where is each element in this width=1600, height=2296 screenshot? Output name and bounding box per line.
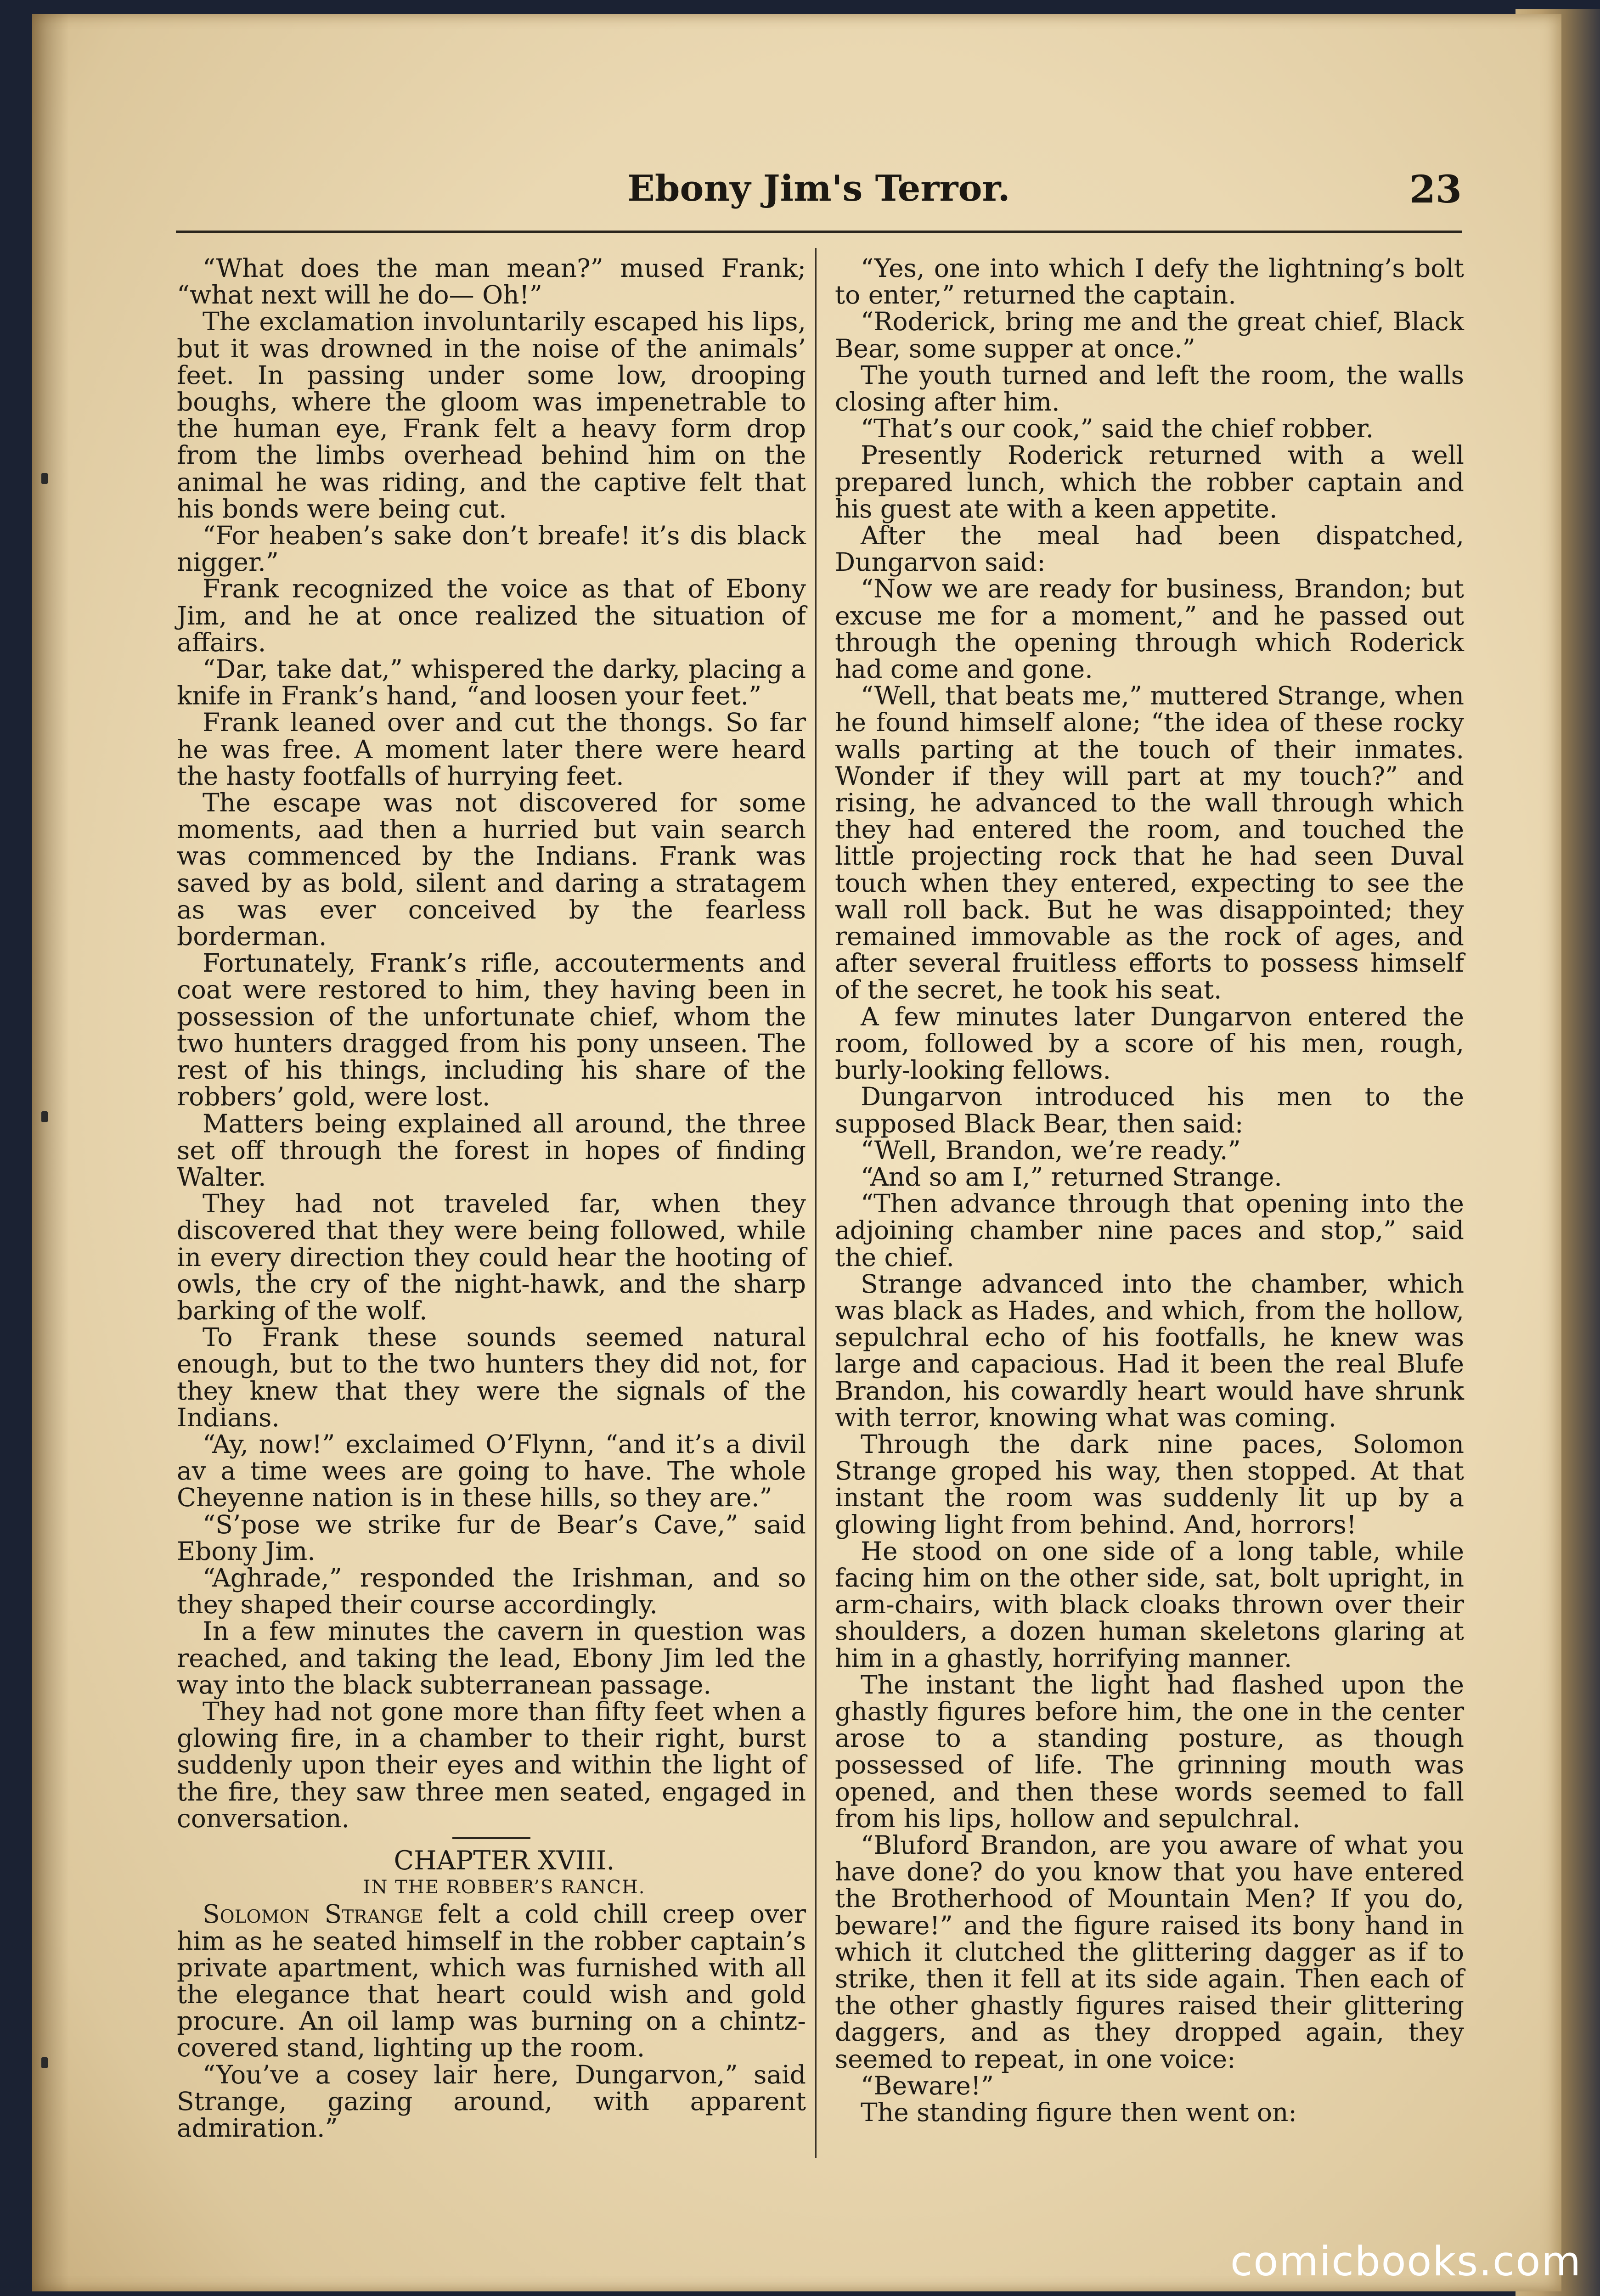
- page-number: 23: [1409, 168, 1462, 212]
- paragraph: Matters being explained all around, the three set off through the forest in hopes of finding Walter.: [177, 1109, 806, 1192]
- paragraph: “S’pose we strike fur de Bear’s Cave,” said Ebony Jim.: [177, 1509, 806, 1566]
- paragraph: To Frank these sounds seemed natural enough, but to the two hunters they did not, for they knew that they were the signals of the Indians.: [177, 1322, 806, 1432]
- paragraph: “What does the man mean?” mused Frank; “what next will he do— Oh!”: [177, 253, 806, 310]
- chapter-subtitle: IN THE ROBBER’S RANCH.: [363, 1877, 646, 1898]
- paragraph: Presently Roderick returned with a well prepared lunch, which the robber captain and his guest ate with a keen appetite.: [835, 440, 1464, 523]
- paragraph: “Beware!”: [861, 2071, 994, 2100]
- left-column: [177, 255, 806, 2141]
- binding-mark: [41, 2057, 48, 2068]
- binding-mark: [41, 473, 48, 484]
- paragraph: “For heaben’s sake don’t breafe! it’s dis black nigger.”: [177, 521, 806, 577]
- paragraph: A few minutes later Dungarvon entered the room, followed by a score of his men, rough, burly-looking fellows.: [835, 1002, 1464, 1085]
- site-watermark: comicbooks.com: [1230, 2238, 1582, 2285]
- paragraph: “Now we are ready for business, Brandon; but excuse me for a moment,” and he passed out through the opening through which Roderick had come and gone.: [835, 574, 1464, 684]
- paragraph: Through the dark nine paces, Solomon Strange groped his way, then stopped. At that instant the room was suddenly lit up by a glowing light from behind. And, horrors!: [835, 1429, 1464, 1539]
- paragraph: “Then advance through that opening into the adjoining chamber nine paces and stop,” said the chief.: [835, 1189, 1464, 1272]
- gutter-shade: [32, 14, 69, 2291]
- binding-mark: [41, 1111, 48, 1122]
- paragraph: “Dar, take dat,” whispered the darky, placing a knife in Frank’s hand, “and loosen your feet.”: [177, 654, 806, 711]
- paragraph: “Aghrade,” responded the Irishman, and so they shaped their course accordingly.: [177, 1563, 806, 1620]
- column-divider: [815, 248, 817, 2158]
- lead-small-caps: Solomon Strange: [203, 1899, 423, 1929]
- paragraph: “Ay, now!” exclaimed O’Flynn, “and it’s a divil av a time wees are going to have. The whole Cheyenne nation is in these hills, so they are.”: [177, 1429, 806, 1513]
- paragraph: “That’s our cook,” said the chief robber.: [861, 414, 1374, 444]
- paragraph: The instant the light had flashed upon the ghastly figures before him, the one in the center arose to a standing posture, as though possessed of life. The grinning mouth was opened, and then these words seemed to fall from his lips, hollow and sepulchral.: [835, 1670, 1464, 1833]
- chapter-title: CHAPTER XVIII.: [394, 1845, 615, 1876]
- paragraph: He stood on one side of a long table, while facing him on the other side, sat, bolt upright, in arm-chairs, with black cloaks thrown over their shoulders, a dozen human skeletons glaring at him in a ghastly, horrifying manner.: [835, 1536, 1464, 1673]
- paragraph: Dungarvon introduced his men to the supposed Black Bear, then said:: [835, 1082, 1464, 1138]
- page-header: [176, 168, 1462, 218]
- chapter-divider: [452, 1837, 530, 1839]
- paragraph: “You’ve a cosey lair here, Dungarvon,” said Strange, gazing around, with apparent admiration.”: [177, 2060, 806, 2143]
- paragraph: Fortunately, Frank’s rifle, accouterments and coat were restored to him, they having been in possession of the unfortunate chief, whom the two hunters dragged from his pony unseen. The rest of his things, including his share of the robbers’ gold, were lost.: [177, 948, 806, 1112]
- paragraph: “Yes, one into which I defy the lightning’s bolt to enter,” returned the captain.: [835, 253, 1464, 310]
- paragraph: The exclamation involuntarily escaped his lips, but it was drowned in the noise of the animals’ feet. In passing under some low, drooping boughs, where the gloom was impenetrable to the human eye, Frank felt a heavy form drop from the limbs overhead behind him on the animal he was riding, and the captive felt that his bonds were being cut.: [177, 307, 806, 523]
- paragraph: The youth turned and left the room, the walls closing after him.: [835, 360, 1464, 417]
- paragraph: “Bluford Brandon, are you aware of what you have done? do you know that you have entered the Brotherhood of Mountain Men? If you do, beware!” and the figure raised its bony hand in which it clutched the glittering dagger as if to strike, then it fell at its side again. Then each of the other ghastly figures raised their glittering daggers, and as they dropped again, they seemed to repeat, in one voice:: [835, 1830, 1464, 2074]
- paragraph: They had not traveled far, when they discovered that they were being followed, while in every direction they could hear the hooting of owls, the cry of the night-hawk, and the sharp barking of the wolf.: [177, 1189, 806, 1325]
- paragraph: They had not gone more than fifty feet when a glowing fire, in a chamber to their right, burst suddenly upon their eyes and within the light of the fire, they saw three men seated, engaged in conversation.: [177, 1696, 806, 1833]
- paragraph: In a few minutes the cavern in question was reached, and taking the lead, Ebony Jim led the way into the black subterranean passage.: [177, 1616, 806, 1699]
- paragraph: “And so am I,” returned Strange.: [861, 1162, 1282, 1192]
- paragraph: The standing figure then went on:: [861, 2098, 1297, 2127]
- paragraph: After the meal had been dispatched, Dungarvon said:: [835, 521, 1464, 577]
- paragraph: Frank leaned over and cut the thongs. So far he was free. A moment later there were heard the hasty footfalls of hurrying feet.: [177, 708, 806, 791]
- paragraph: The escape was not discovered for some moments, aad then a hurried but vain search was commenced by the Indians. Frank was saved by as bold, silent and daring a stratagem as was ever conceived by the fearless borderman.: [177, 788, 806, 951]
- paragraph: “Well, Brandon, we’re ready.”: [861, 1135, 1241, 1165]
- header-rule: [176, 231, 1462, 233]
- running-title: Ebony Jim's Terror.: [627, 168, 1010, 209]
- paragraph: Frank recognized the voice as that of Ebony Jim, and he at once realized the situation of affairs.: [177, 574, 806, 657]
- chapter-opening-paragraph: [177, 1901, 806, 2061]
- right-column: [835, 255, 1464, 2126]
- paragraph: “Roderick, bring me and the great chief, Black Bear, some supper at once.”: [835, 307, 1464, 363]
- lead-rest: felt a cold chill creep over him as he seated himself in the robber captain’s private apartment, which was furnished with all the elegance that heart could wish and gold procure. An oil lamp was burning on a chintz-covered stand, lighting up the room.: [177, 1899, 806, 2063]
- paragraph: Strange advanced into the chamber, which was black as Hades, and which, from the hollow, sepulchral echo of his footfalls, he knew was large and capacious. Had it been the real Blufe Brandon, his cowardly heart would have shrunk with terror, knowing what was coming.: [835, 1269, 1464, 1432]
- paragraph: “Well, that beats me,” muttered Strange, when he found himself alone; “the idea of these rocky walls parting at the touch of their inmates. Wonder if they will part at my touch?” and rising, he advanced to the wall through which they had entered the room, and touched the little projecting rock that he had seen Duval touch when they entered, expecting to see the wall roll back. But he was disappointed; they remained immovable as the rock of ages, and after several fruitless efforts to possess himself of the secret, he took his seat.: [835, 681, 1464, 1005]
